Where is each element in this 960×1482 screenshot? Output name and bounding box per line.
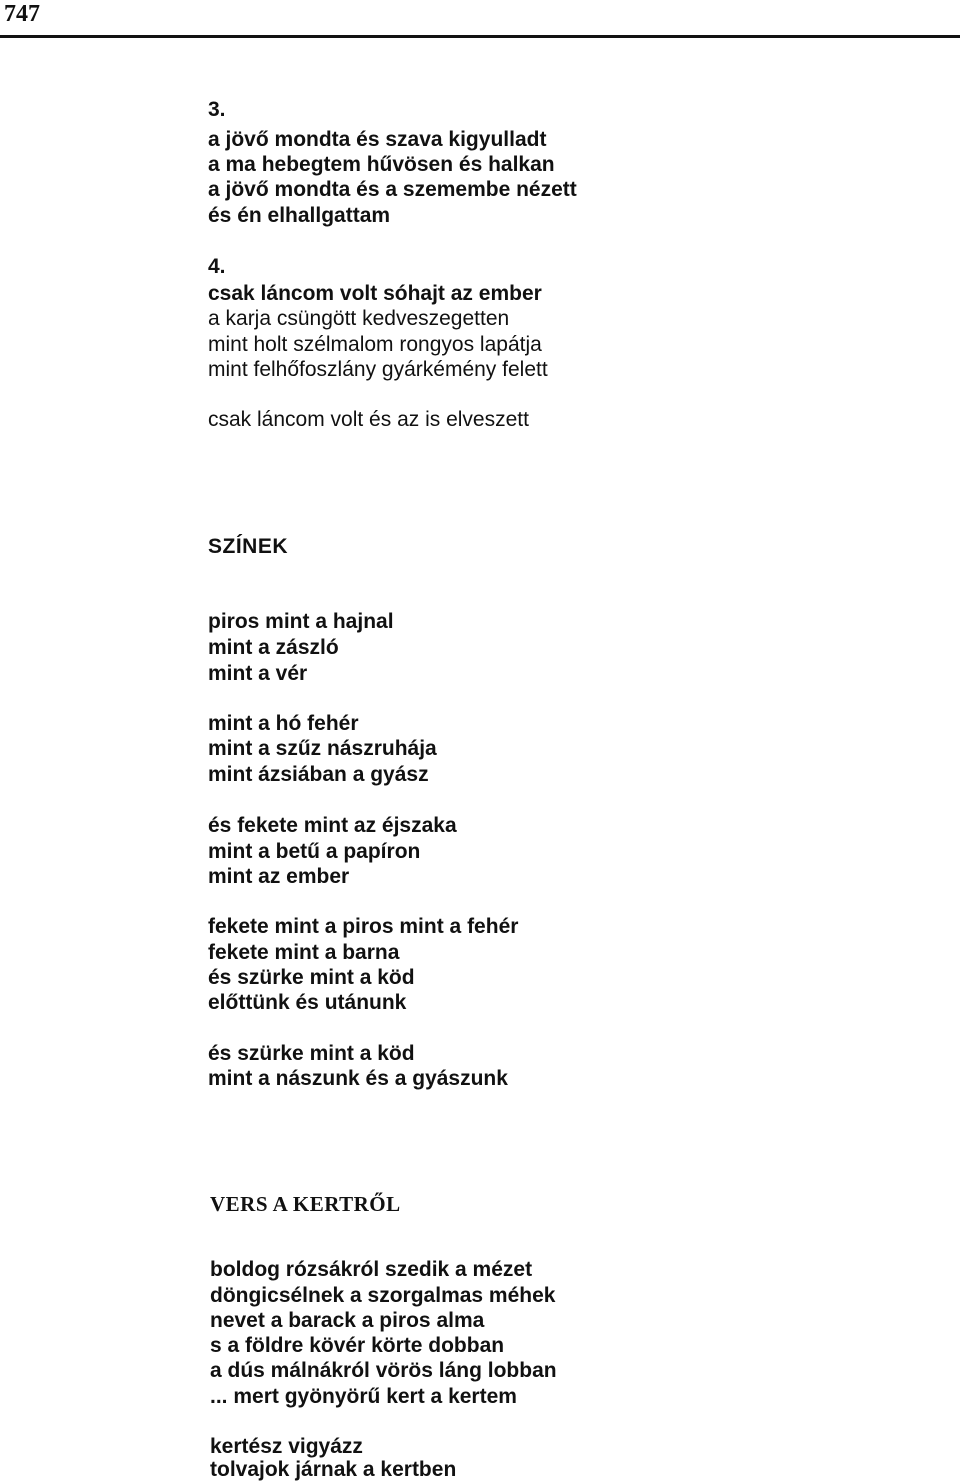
poem-line: mint a zászló	[208, 636, 339, 659]
poem-line: boldog rózsákról szedik a mézet	[210, 1258, 533, 1281]
poem-line: és én elhallgattam	[208, 204, 391, 227]
poem-line: és szürke mint a köd	[208, 1042, 415, 1065]
poem-line: döngicsélnek a szorgalmas méhek	[210, 1284, 556, 1307]
poem-line: a ma hebegtem hűvösen és halkan	[208, 153, 555, 176]
poem-line: a jövő mondta és a szemembe nézett	[208, 178, 577, 201]
poem-line: és fekete mint az éjszaka	[208, 814, 457, 837]
poem-line: mint felhőfoszlány gyárkémény felett	[208, 358, 548, 381]
poem-line: csak láncom volt és az is elveszett	[208, 408, 529, 431]
poem-line: és szürke mint a köd	[208, 966, 415, 989]
poem-line: tolvajok járnak a kertben	[210, 1458, 457, 1481]
poem-line: előttünk és utánunk	[208, 991, 407, 1014]
poem-title-vers-a-kertrol: VERS A KERTRŐL	[210, 1192, 401, 1216]
poem-line: mint az ember	[208, 865, 350, 888]
poem-line: mint a szűz nászruhája	[208, 737, 437, 760]
poem-line: a dús málnákról vörös láng lobban	[210, 1359, 557, 1382]
poem-line: nevet a barack a piros alma	[210, 1309, 485, 1332]
poem-line: piros mint a hajnal	[208, 610, 394, 633]
poem-line: mint a nászunk és a gyászunk	[208, 1067, 508, 1090]
header-rule	[0, 35, 960, 38]
section-number-4: 4.	[208, 255, 226, 278]
page-number: 747	[4, 1, 40, 27]
poem-line: csak láncom volt sóhajt az ember	[208, 282, 542, 305]
poem-line: mint a vér	[208, 662, 308, 685]
poem-line: fekete mint a piros mint a fehér	[208, 915, 519, 938]
poem-line: s a földre kövér körte dobban	[210, 1334, 505, 1357]
poem-line: ... mert gyönyörű kert a kertem	[210, 1385, 517, 1408]
section-number-3: 3.	[208, 98, 226, 121]
poem-line: fekete mint a barna	[208, 941, 400, 964]
poem-line: mint ázsiában a gyász	[208, 763, 429, 786]
poem-line: mint a betű a papíron	[208, 840, 421, 863]
poem-line: a karja csüngött kedveszegetten	[208, 307, 510, 330]
poem-title-szinek: SZÍNEK	[208, 535, 289, 558]
poem-line: mint a hó fehér	[208, 712, 359, 735]
poem-line: kertész vigyázz	[210, 1435, 363, 1458]
poem-line: mint holt szélmalom rongyos lapátja	[208, 333, 542, 356]
poem-line: a jövő mondta és szava kigyulladt	[208, 128, 547, 151]
